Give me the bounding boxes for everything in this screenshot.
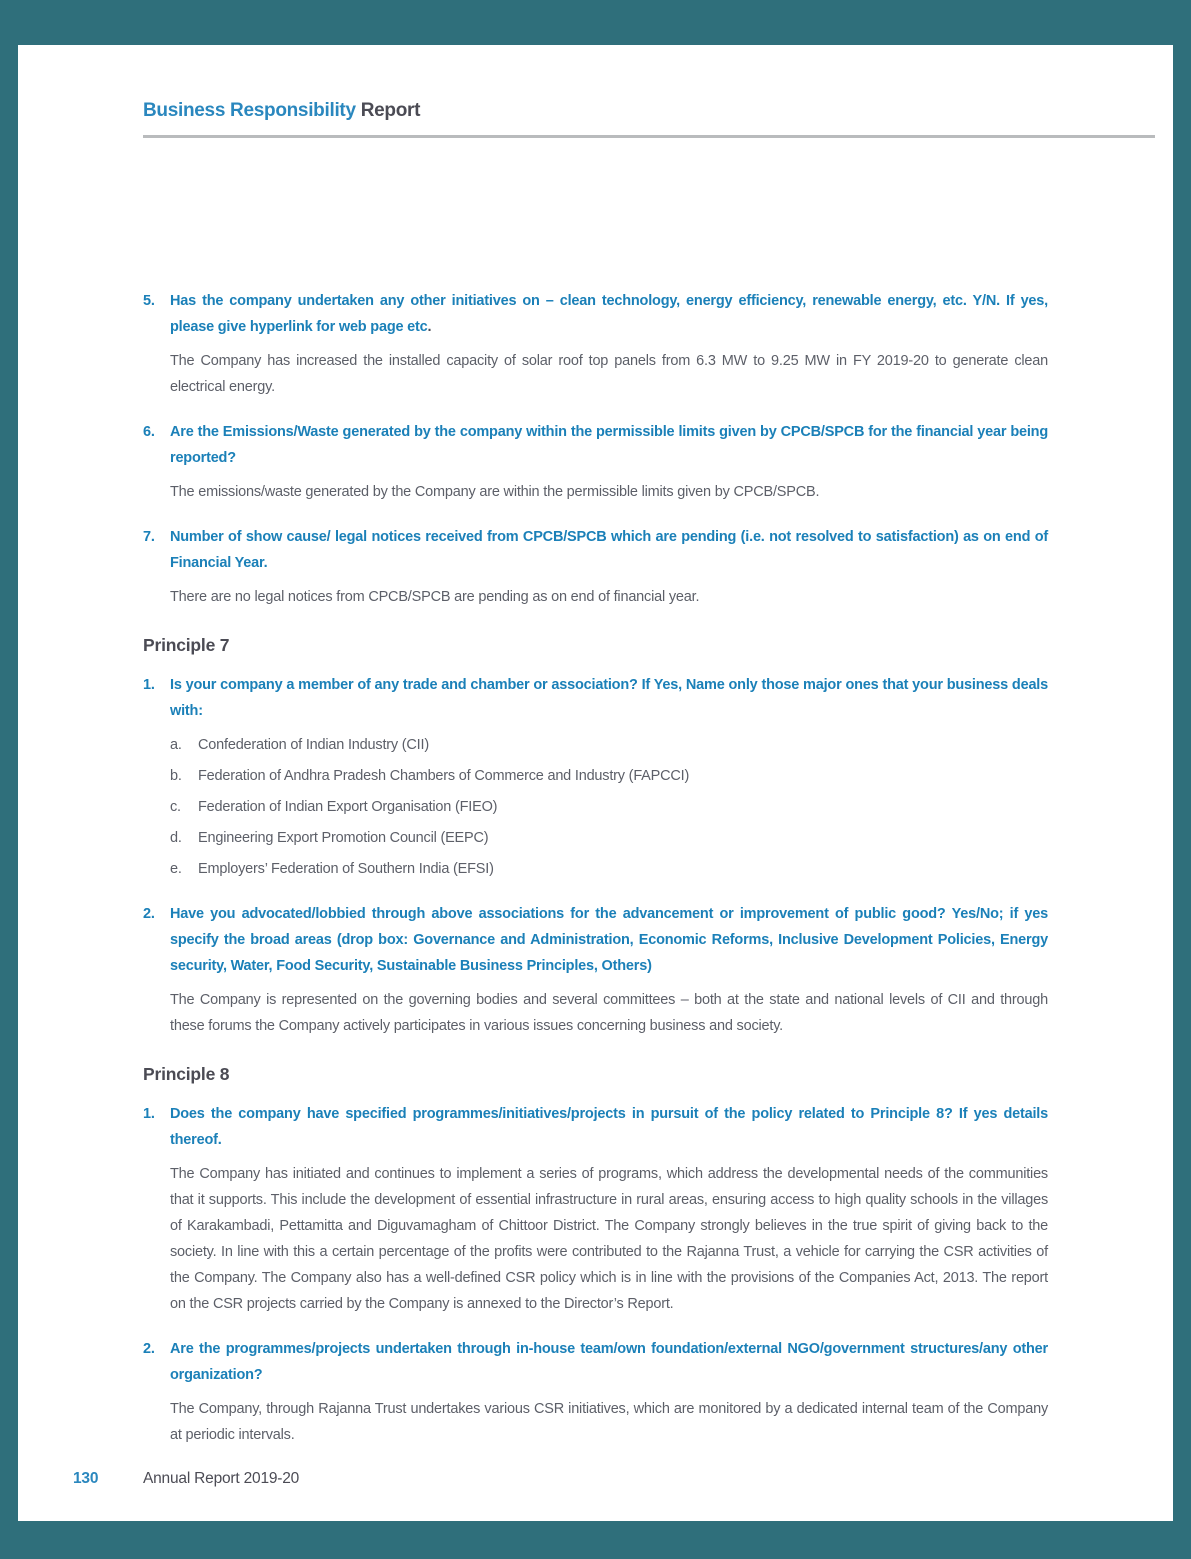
question-number: 2.	[143, 906, 155, 922]
question-text: Does the company have specified programmes/initiatives/projects in pursuit of the policy related to Principle 8? If yes details thereof.	[170, 1106, 1048, 1148]
question-text	[170, 288, 1048, 340]
answer-text: The emissions/waste generated by the Company are within the permissible limits given by CPCB/SPCB.	[170, 484, 820, 500]
list-item-letter: b.	[170, 768, 182, 784]
question-number: 6.	[143, 424, 155, 440]
association-list	[170, 732, 1048, 882]
list-item-text: Engineering Export Promotion Council (EEPC)	[198, 830, 489, 846]
list-item-letter: d.	[170, 830, 182, 846]
question-number: 7.	[143, 529, 155, 545]
question-number: 5.	[143, 293, 155, 309]
list-item	[170, 732, 1048, 758]
page-frame-top	[0, 0, 1191, 45]
answer-text: The Company has initiated and continues to implement a series of programs, which address the developmental needs of the communities that it supports. This include the development of essential infrastructure in rural areas, ensuring access to high quality schools in the villages of Karakambadi, Pettamitta and Diguvamagham of Chittoor District. The Company strongly believes in the true spirit of giving back to the society. In line with this a certain percentage of the profits were contributed to the Rajanna Trust, a vehicle for carrying the CSR activities of the Company. The Company also has a well-defined CSR policy which is in line with the provisions of the Companies Act, 2013. The report on the CSR projects carried by the Company is annexed to the Director’s Report.	[170, 1166, 1048, 1312]
question-number: 2.	[143, 1341, 155, 1357]
footer-report-name: Annual Report 2019-20	[143, 1470, 300, 1487]
question-text: Number of show cause/ legal notices received from CPCB/SPCB which are pending (i.e. not resolved to satisfaction) as on end of Financial Year.	[170, 529, 1048, 571]
list-item-letter: e.	[170, 861, 182, 877]
principle-8-heading: Principle 8	[143, 1064, 230, 1084]
page-frame-bottom	[0, 1521, 1191, 1559]
answer-text: There are no legal notices from CPCB/SPCB are pending as on end of financial year.	[170, 589, 700, 605]
p8-question-2	[143, 1336, 1048, 1388]
list-item-text: Employers’ Federation of Southern India (EFSI)	[198, 861, 494, 877]
question-list	[143, 288, 1048, 1448]
page-frame-left	[0, 0, 18, 1559]
question-text-main: Has the company undertaken any other initiatives on – clean technology, energy efficiency, renewable energy, etc. Y/N. If yes, please give hyperlink for web page etc	[170, 293, 1048, 335]
footer-page-number: 130	[73, 1470, 99, 1487]
question-text: Are the programmes/projects undertaken through in-house team/own foundation/external NGO/government structures/any other organization?	[170, 1341, 1048, 1383]
principle-7-heading: Principle 7	[143, 635, 230, 655]
list-item	[170, 825, 1048, 851]
list-item-letter: c.	[170, 799, 181, 815]
list-item-text: Federation of Andhra Pradesh Chambers of Commerce and Industry (FAPCCI)	[198, 768, 690, 784]
list-item-letter: a.	[170, 737, 182, 753]
answer-text: The Company has increased the installed capacity of solar roof top panels from 6.3 MW to 9.25 MW in FY 2019-20 to generate clean electrical energy.	[170, 353, 1048, 395]
question-text-suffix: .	[427, 319, 432, 335]
list-item-text: Federation of Indian Export Organisation (FIEO)	[198, 799, 498, 815]
p7-question-2	[143, 901, 1048, 979]
list-item	[170, 856, 1048, 882]
list-item-text: Confederation of Indian Industry (CII)	[198, 737, 429, 753]
page-frame-right	[1173, 0, 1191, 1559]
p7-question-1	[143, 672, 1048, 724]
question-item-5	[143, 288, 1048, 340]
page-title	[143, 100, 1048, 122]
question-text: Have you advocated/lobbied through above associations for the advancement or improvement of public good? Yes/No; if yes specify the broad areas (drop box: Governance and Administration, Economic Reforms, Inclusive Development Policies, Energy security, Water, Food Security, Sustainable Business Principles, Others)	[170, 906, 1048, 974]
page-title-primary: Business Responsibility	[143, 100, 356, 121]
question-number: 1.	[143, 1106, 155, 1122]
page-title-secondary: Report	[360, 100, 421, 121]
list-item	[170, 794, 1048, 820]
report-page	[18, 45, 1173, 1521]
question-number: 1.	[143, 677, 155, 693]
question-item-7	[143, 524, 1048, 576]
question-text: Are the Emissions/Waste generated by the company within the permissible limits given by CPCB/SPCB for the financial year being reported?	[170, 424, 1048, 466]
p8-question-1	[143, 1101, 1048, 1153]
list-item	[170, 763, 1048, 789]
page-content	[143, 100, 1048, 1467]
answer-text: The Company is represented on the governing bodies and several committees – both at the state and national levels of CII and through these forums the Company actively participates in various issues concerning business and society.	[170, 992, 1048, 1034]
question-text: Is your company a member of any trade and chamber or association? If Yes, Name only those major ones that your business deals with:	[170, 677, 1048, 719]
question-item-6	[143, 419, 1048, 471]
answer-text: The Company, through Rajanna Trust undertakes various CSR initiatives, which are monitored by a dedicated internal team of the Company at periodic intervals.	[170, 1401, 1048, 1443]
header-rule	[143, 135, 1155, 138]
